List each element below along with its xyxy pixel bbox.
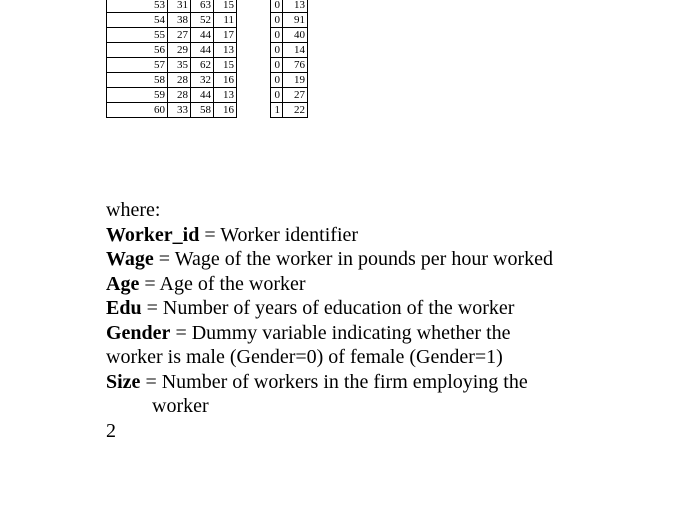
age-cell: 58 (191, 103, 214, 118)
definition-text: = Wage of the worker in pounds per hour worked (153, 248, 553, 270)
edu-cell: 16 (214, 103, 237, 118)
size-cell: 40 (283, 28, 308, 43)
spacer-cell (237, 58, 271, 73)
age-cell: 44 (191, 88, 214, 103)
definition-edu (106, 296, 553, 321)
spacer-cell (237, 88, 271, 103)
wage-cell: 28 (168, 88, 191, 103)
data-table (106, 0, 308, 118)
table-row (107, 88, 308, 103)
definition-text: = Age of the worker (139, 272, 306, 295)
wage-cell: 33 (168, 103, 191, 118)
edu-cell: 13 (214, 88, 237, 103)
definition-size (106, 370, 553, 395)
age-cell: 32 (191, 73, 214, 88)
page-number: 2 (106, 419, 116, 442)
wage-cell: 38 (168, 13, 191, 28)
table-body (107, 0, 308, 118)
size-cell: 91 (283, 13, 308, 28)
definition-gender-continuation: worker is male (Gender=0) of female (Gender=1) (106, 346, 503, 368)
edu-cell: 17 (214, 28, 237, 43)
definition-term: Size (106, 370, 141, 393)
age-cell: 63 (191, 0, 214, 13)
age-cell: 62 (191, 58, 214, 73)
definition-term: Age (106, 272, 140, 295)
definition-text: = Dummy variable indicating whether the (170, 321, 511, 344)
spacer-cell (237, 73, 271, 88)
edu-cell: 16 (214, 73, 237, 88)
edu-cell: 13 (214, 43, 237, 58)
table-row (107, 13, 308, 28)
worker-id-cell: 58 (107, 73, 168, 88)
definition-term: Wage (106, 248, 154, 270)
spacer-cell (237, 28, 271, 43)
wage-cell: 28 (168, 73, 191, 88)
table-row (107, 0, 308, 13)
definition-size-continuation: worker (152, 395, 209, 417)
edu-cell: 15 (214, 0, 237, 13)
wage-cell: 29 (168, 43, 191, 58)
table-row (107, 73, 308, 88)
wage-cell: 35 (168, 58, 191, 73)
worker-id-cell: 60 (107, 103, 168, 118)
definition-gender (106, 321, 553, 346)
age-cell: 44 (191, 43, 214, 58)
worker-id-cell: 59 (107, 88, 168, 103)
definition-age (106, 272, 553, 297)
size-cell: 13 (283, 0, 308, 13)
definition-term: Gender (106, 321, 171, 344)
spacer-cell (237, 0, 271, 13)
gender-cell: 0 (271, 43, 283, 58)
spacer-cell (237, 43, 271, 58)
gender-cell: 0 (271, 88, 283, 103)
edu-cell: 15 (214, 58, 237, 73)
definition-worker-id (106, 223, 553, 248)
gender-cell: 0 (271, 0, 283, 13)
definitions-block (106, 198, 553, 443)
size-cell: 27 (283, 88, 308, 103)
size-cell: 14 (283, 43, 308, 58)
spacer-cell (237, 103, 271, 118)
definitions-intro: where: (106, 199, 161, 221)
worker-id-cell: 55 (107, 28, 168, 43)
age-cell: 44 (191, 28, 214, 43)
worker-id-cell: 53 (107, 0, 168, 13)
age-cell: 52 (191, 13, 214, 28)
size-cell: 76 (283, 58, 308, 73)
definition-text: = Number of workers in the firm employing the (140, 370, 528, 393)
worker-id-cell: 54 (107, 13, 168, 28)
wage-cell: 27 (168, 28, 191, 43)
size-cell: 22 (283, 103, 308, 118)
gender-cell: 1 (271, 103, 283, 118)
edu-cell: 11 (214, 13, 237, 28)
definition-term: Worker_id (106, 223, 200, 246)
size-cell: 19 (283, 73, 308, 88)
definition-term: Edu (106, 297, 142, 319)
table-row (107, 28, 308, 43)
gender-cell: 0 (271, 58, 283, 73)
definition-text: = Worker identifier (199, 223, 359, 246)
wage-cell: 31 (168, 0, 191, 13)
table-row (107, 43, 308, 58)
table-row (107, 58, 308, 73)
gender-cell: 0 (271, 73, 283, 88)
definition-wage (106, 247, 553, 272)
table-row (107, 103, 308, 118)
gender-cell: 0 (271, 28, 283, 43)
spacer-cell (237, 13, 271, 28)
gender-cell: 0 (271, 13, 283, 28)
worker-id-cell: 57 (107, 58, 168, 73)
definition-text: = Number of years of education of the worker (141, 297, 515, 319)
worker-id-cell: 56 (107, 43, 168, 58)
